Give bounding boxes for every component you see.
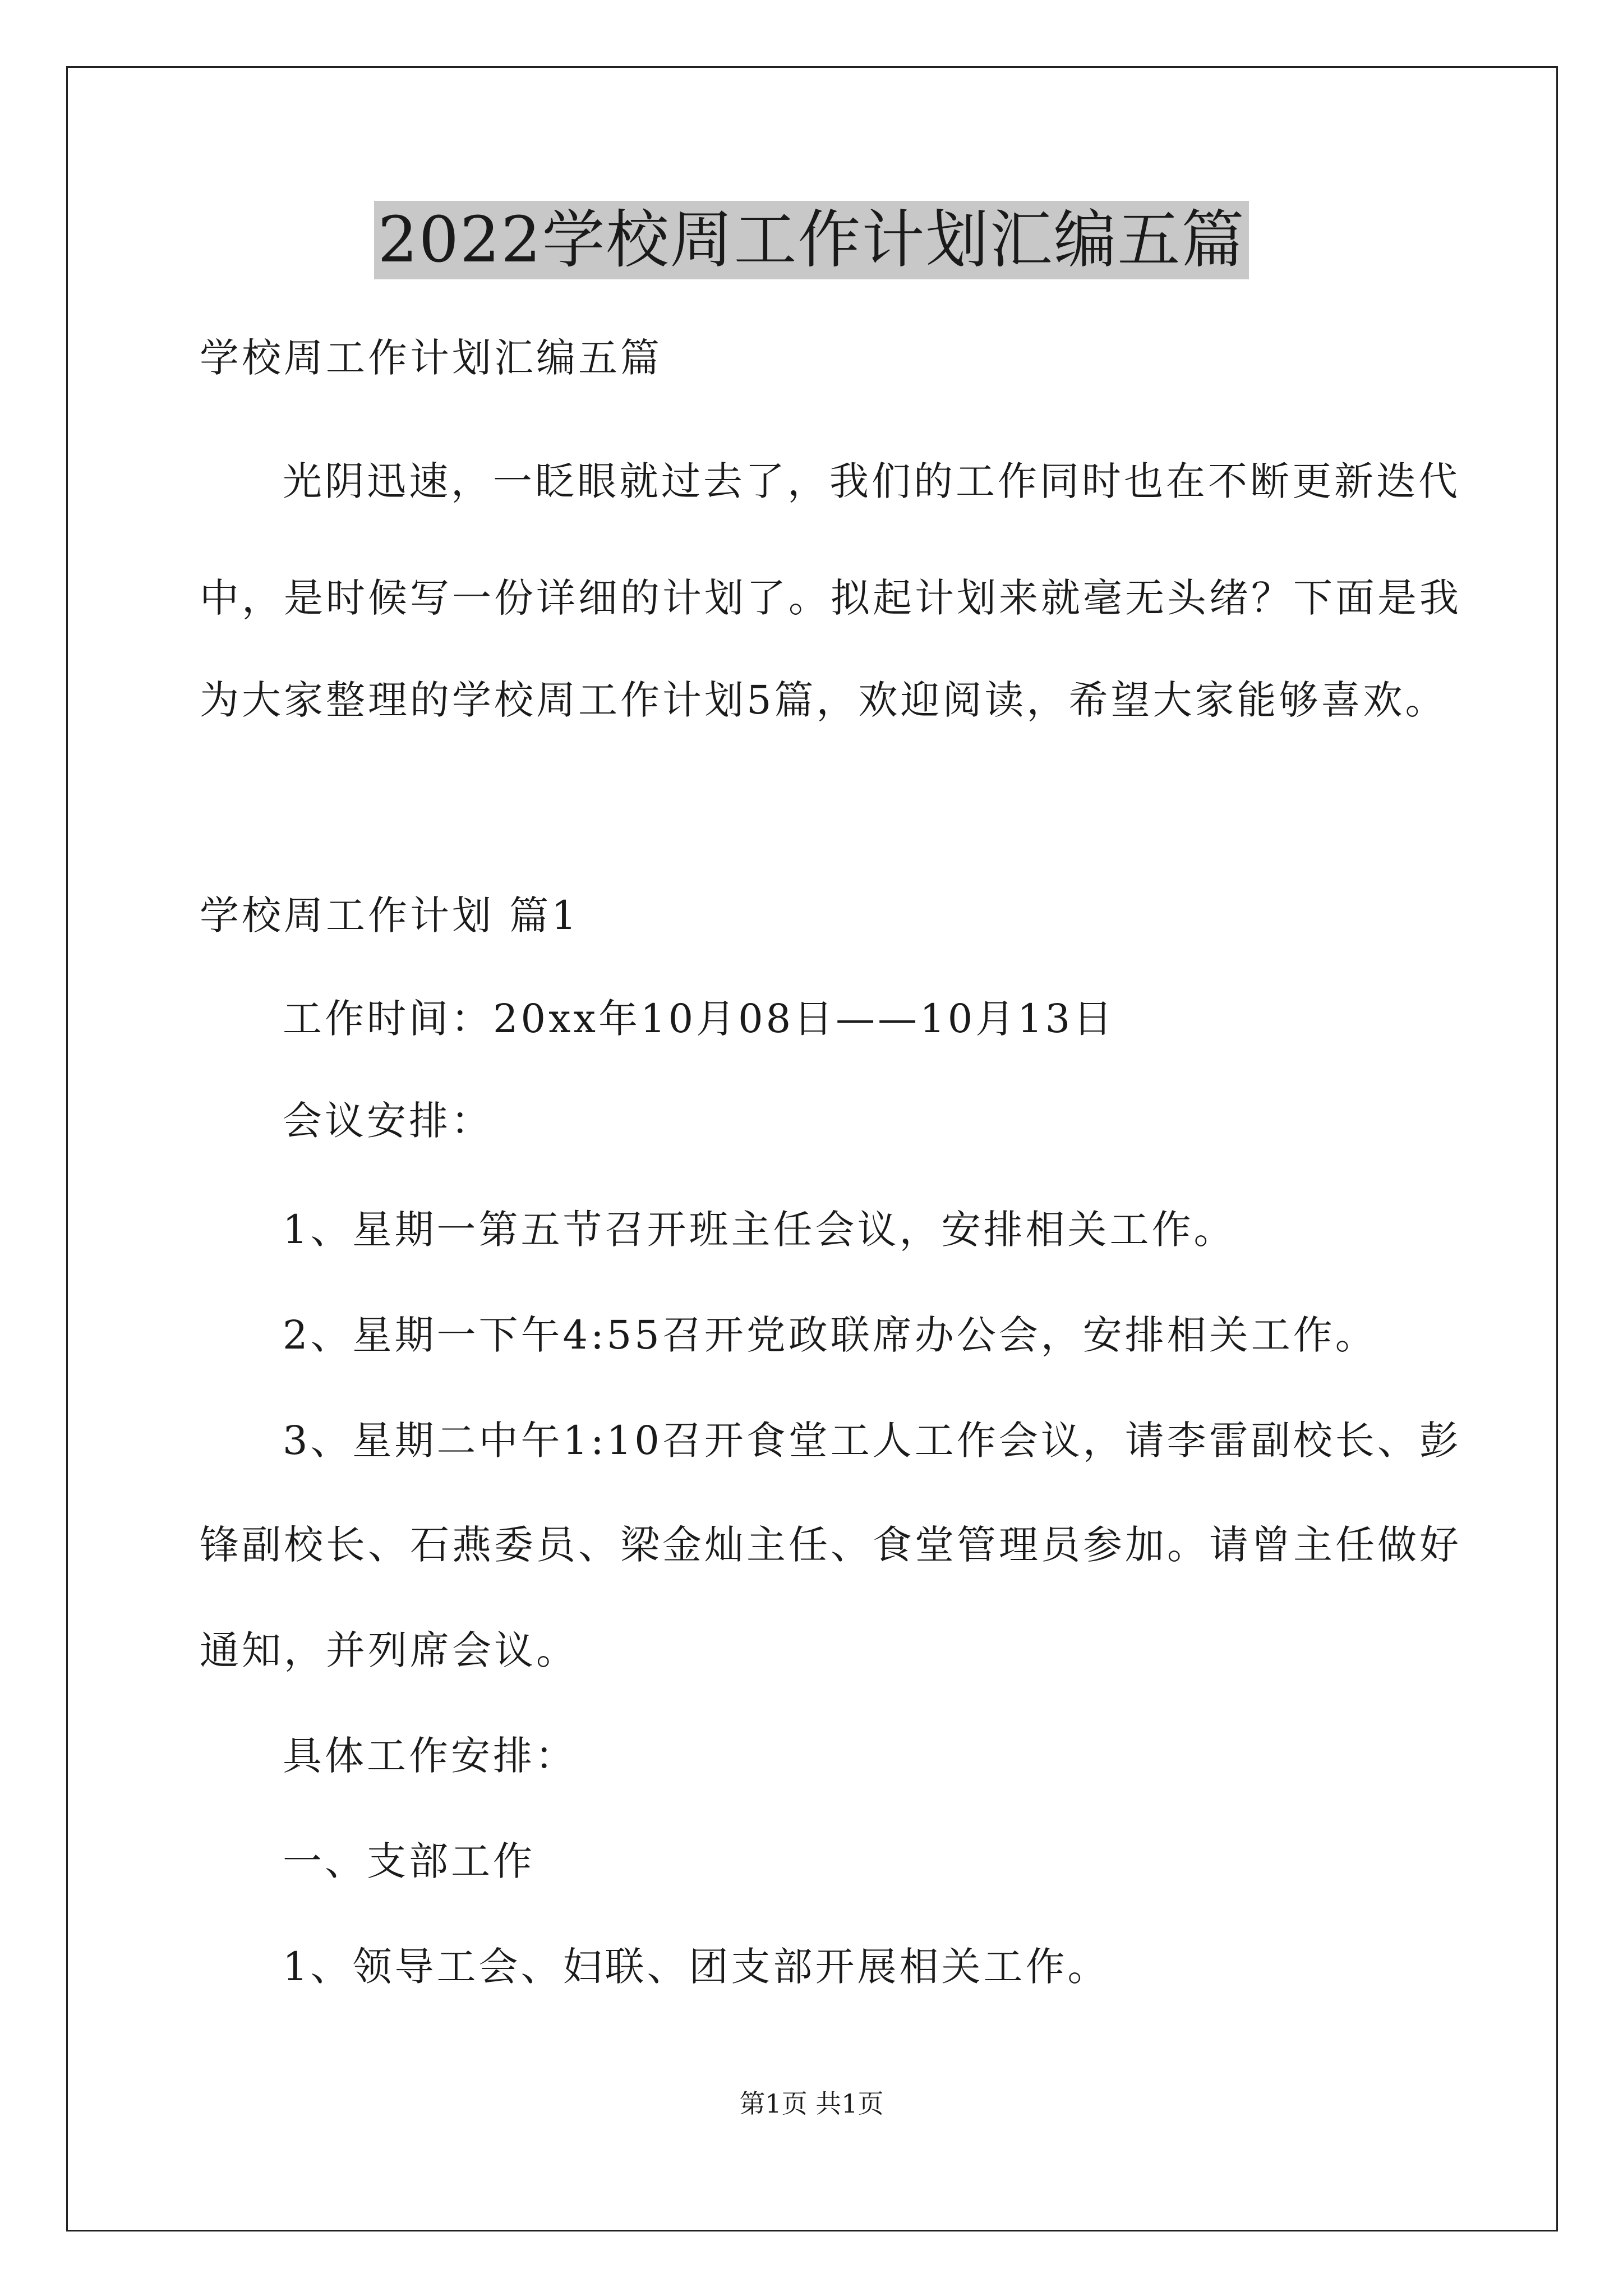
page-footer: 第1页 共1页 [739,2088,884,2119]
intro-line-2: 中，是时候写一份详细的计划了。拟起计划来就毫无头绪？下面是我 [200,575,1461,621]
work-heading: 具体工作安排： [283,1733,577,1779]
meeting-item-3: 3、星期二中午1:10召开食堂工人工作会议，请李雷副校长、彭 [283,1418,1461,1464]
title-container [0,201,1623,279]
intro-line-1: 光阴迅速，一眨眼就过去了，我们的工作同时也在不断更新迭代 [283,458,1460,504]
meeting-item-1: 1、星期一第五节召开班主任会议，安排相关工作。 [283,1207,1236,1253]
meeting-item-3-end: 通知，并列席会议。 [200,1627,578,1673]
intro-line-3: 为大家整理的学校周工作计划5篇，欢迎阅读，希望大家能够喜欢。 [200,677,1447,723]
meeting-item-3-cont: 锋副校长、石燕委员、梁金灿主任、食堂管理员参加。请曾主任做好 [200,1522,1461,1568]
page-border [66,66,1558,2231]
meeting-item-2: 2、星期一下午4:55召开党政联席办公会，安排相关工作。 [283,1312,1377,1358]
section-heading-1: 学校周工作计划 篇1 [200,892,579,938]
branch-work-item-1: 1、领导工会、妇联、团支部开展相关工作。 [283,1944,1110,1990]
document-title: 2022学校周工作计划汇编五篇 [374,201,1248,279]
doc-subtitle: 学校周工作计划汇编五篇 [200,335,662,381]
work-time: 工作时间：20xx年10月08日——10月13日 [283,996,1115,1042]
meeting-heading: 会议安排： [283,1098,493,1144]
branch-work-heading: 一、支部工作 [283,1838,535,1884]
